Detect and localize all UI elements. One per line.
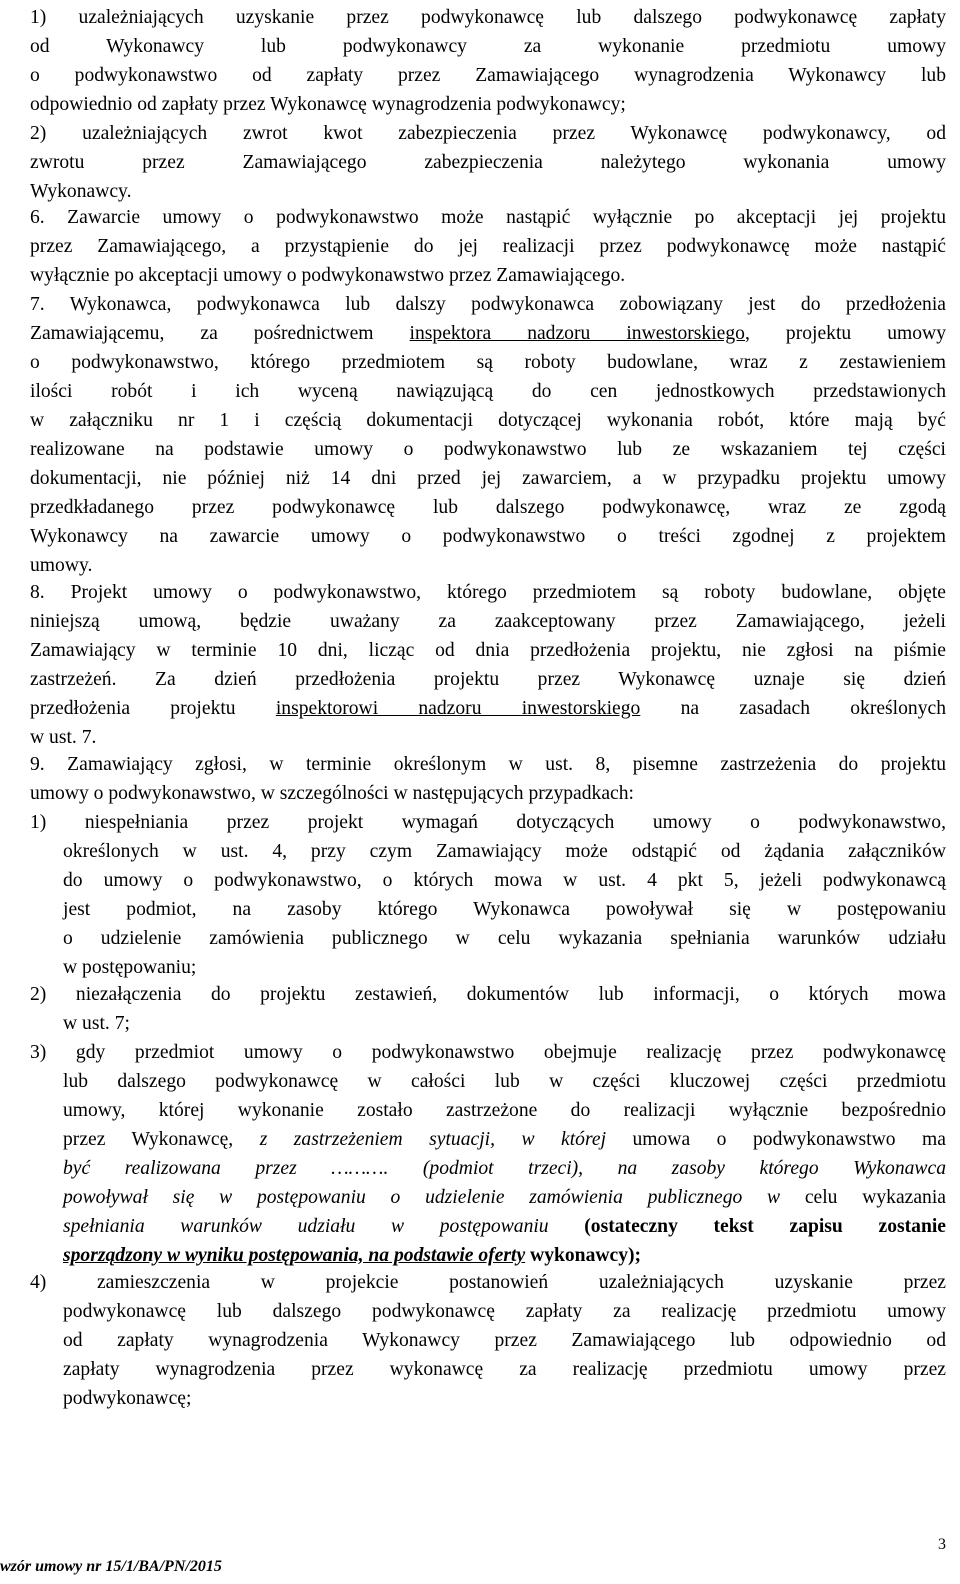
text-line: od zapłaty wynagrodzenia Wykonawcy przez Zamawiającego lub odpowiednio od xyxy=(63,1330,946,1351)
page-number: 3 xyxy=(938,1536,946,1553)
text-line: zastrzeżeń. Za dzień przedłożenia projektu przez Wykonawcę uznaje się dzień xyxy=(30,669,946,690)
text-line: umowy. xyxy=(30,555,93,576)
text-line: niniejszą umową, będzie uważany za zaakceptowany przez Zamawiającego, jeżeli xyxy=(30,611,946,632)
text-line: 8. Projekt umowy o podwykonawstwo, którego przedmiotem są roboty budowlane, objęte xyxy=(30,582,946,603)
text-line: 4) zamieszczenia w projekcie postanowień uzależniających uzyskanie przez xyxy=(30,1272,946,1293)
italic-text: powoływał się w postępowaniu o udzielenie zamówienia publicznego w xyxy=(63,1187,805,1208)
italic-text: z zastrzeżeniem sytuacji, w której xyxy=(259,1129,607,1150)
text-span: umowa o podwykonawstwo ma xyxy=(606,1129,946,1150)
paragraph-8 xyxy=(30,578,946,752)
text-line: wyłącznie po akceptacji umowy o podwykonawstwo przez Zamawiającego. xyxy=(30,265,626,286)
text-line: do umowy o podwykonawstwo, o których mowa w ust. 4 pkt 5, jeżeli podwykonawcą xyxy=(63,870,946,891)
text-span: przedłożenia projektu xyxy=(30,698,276,719)
paragraph-6 xyxy=(30,203,946,290)
text-line: umowy, której wykonanie zostało zastrzeżone do realizacji wyłącznie bezpośrednio xyxy=(63,1100,946,1121)
list-item-1 xyxy=(30,808,946,982)
text-line xyxy=(30,1212,946,1241)
italic-text: być realizowana przez ………. (podmiot trzeci), na zasoby którego Wykonawca xyxy=(63,1158,946,1179)
text-line: przez Zamawiającego, a przystąpienie do jej realizacji przez podwykonawcę może nastąpić xyxy=(30,236,946,257)
text-line: 6. Zawarcie umowy o podwykonawstwo może nastąpić wyłącznie po akceptacji jej projektu xyxy=(30,207,946,228)
paragraph-9 xyxy=(30,750,946,808)
text-line: w postępowaniu; xyxy=(63,957,197,978)
text-line: dokumentacji, nie później niż 14 dni przed jej zawarciem, a w przypadku projektu umowy xyxy=(30,468,946,489)
text-line: Wykonawcy na zawarcie umowy o podwykonawstwo o treści zgodnej z projektem xyxy=(30,526,946,547)
intro-list xyxy=(30,3,946,206)
text-line: lub dalszego podwykonawcę w całości lub w części kluczowej części przedmiotu xyxy=(63,1071,946,1092)
text-line: od Wykonawcy lub podwykonawcy za wykonanie przedmiotu umowy xyxy=(30,36,946,57)
text-line xyxy=(30,694,946,723)
text-line: w załączniku nr 1 i częścią dokumentacji dotyczącej wykonania robót, które mają być xyxy=(30,410,946,431)
text-span: przez Wykonawcę, xyxy=(63,1129,260,1150)
text-line: 2) uzależniających zwrot kwot zabezpieczenia przez Wykonawcę podwykonawcy, od xyxy=(30,123,946,144)
text-line: o podwykonawstwo od zapłaty przez Zamawiającego wynagrodzenia Wykonawcy lub xyxy=(30,65,946,86)
text-line: podwykonawcę; xyxy=(63,1388,192,1409)
footer-document-id: wzór umowy nr 15/1/BA/PN/2015 xyxy=(0,1558,222,1575)
list-item-4 xyxy=(30,1268,946,1413)
text-line: zwrotu przez Zamawiającego zabezpieczenia należytego wykonania umowy xyxy=(30,152,946,173)
text-line: o udzielenie zamówienia publicznego w celu wykazania spełniania warunków udziału xyxy=(63,928,946,949)
text-line: 2) niezałączenia do projektu zestawień, dokumentów lub informacji, o których mowa xyxy=(30,984,946,1005)
text-line: Zamawiający w terminie 10 dni, licząc od dnia przedłożenia projektu, nie zgłosi na piśmie xyxy=(30,640,946,661)
italic-text: spełniania warunków udziału w postępowaniu xyxy=(63,1216,549,1237)
text-span: na zasadach określonych xyxy=(640,698,946,719)
text-span: celu wykazania xyxy=(804,1187,946,1208)
text-line: 1) niespełniania przez projekt wymagań dotyczących umowy o podwykonawstwo, xyxy=(30,812,946,833)
text-line: w ust. 7. xyxy=(30,727,97,748)
bold-text: (ostateczny tekst zapisu zostanie xyxy=(548,1216,946,1237)
text-line: podwykonawcę lub dalszego podwykonawcę zapłaty za realizację przedmiotu umowy xyxy=(63,1301,946,1322)
underlined-text: inspektora nadzoru inwestorskiego xyxy=(409,323,745,344)
text-line xyxy=(30,1183,946,1212)
bold-italic-underlined-text: sporządzony w wyniku postępowania, na podstawie oferty xyxy=(63,1245,526,1266)
text-line: 1) uzależniających uzyskanie przez podwykonawcę lub dalszego podwykonawcę zapłaty xyxy=(30,7,946,28)
text-line: przedkładanego przez podwykonawcę lub dalszego podwykonawcę, wraz ze zgodą xyxy=(30,497,946,518)
paragraph-7 xyxy=(30,290,946,580)
text-line: ilości robót i ich wyceną nawiązującą do cen jednostkowych przedstawionych xyxy=(30,381,946,402)
text-line xyxy=(30,1125,946,1154)
text-line: Wykonawcy. xyxy=(30,181,132,202)
underlined-text: inspektorowi nadzoru inwestorskiego xyxy=(275,698,641,719)
text-line: o podwykonawstwo, którego przedmiotem są roboty budowlane, wraz z zestawieniem xyxy=(30,352,946,373)
text-line: 7. Wykonawca, podwykonawca lub dalszy podwykonawca zobowiązany jest do przedłożenia xyxy=(30,294,946,315)
text-span: , projektu umowy xyxy=(744,323,946,344)
text-line: umowy o podwykonawstwo, w szczególności w następujących przypadkach: xyxy=(30,783,634,804)
text-line: 9. Zamawiający zgłosi, w terminie określonym w ust. 8, pisemne zastrzeżenia do projektu xyxy=(30,754,946,775)
text-line xyxy=(30,1241,946,1270)
text-line xyxy=(30,319,946,348)
list-item-3 xyxy=(30,1038,946,1270)
bold-text: wykonawcy); xyxy=(525,1245,642,1266)
text-line: 3) gdy przedmiot umowy o podwykonawstwo obejmuje realizację przez podwykonawcę xyxy=(30,1042,946,1063)
text-span: Zamawiającemu, za pośrednictwem xyxy=(30,323,410,344)
text-line: realizowane na podstawie umowy o podwykonawstwo lub ze wskazaniem tej części xyxy=(30,439,946,460)
text-line: w ust. 7; xyxy=(63,1013,130,1034)
text-line: określonych w ust. 4, przy czym Zamawiający może odstąpić od żądania załączników xyxy=(63,841,946,862)
text-line: jest podmiot, na zasoby którego Wykonawca powoływał się w postępowaniu xyxy=(63,899,946,920)
list-item-2 xyxy=(30,980,946,1038)
text-line: zapłaty wynagrodzenia przez wykonawcę za realizację przedmiotu umowy przez xyxy=(63,1359,946,1380)
text-line: odpowiednio od zapłaty przez Wykonawcę wynagrodzenia podwykonawcy; xyxy=(30,94,626,115)
